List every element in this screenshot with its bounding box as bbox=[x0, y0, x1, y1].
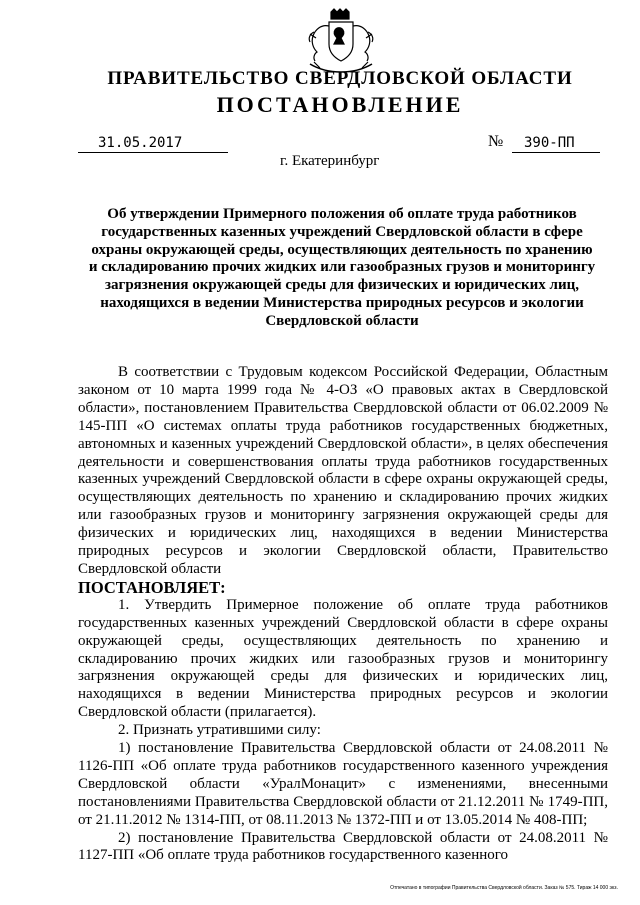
item-2-paragraph: 2. Признать утратившими силу: bbox=[118, 722, 321, 739]
government-title: ПРАВИТЕЛЬСТВО СВЕРДЛОВСКОЙ ОБЛАСТИ bbox=[107, 68, 573, 89]
number-label: № bbox=[488, 133, 504, 150]
resolve-heading: ПОСТАНОВЛЯЕТ: bbox=[78, 577, 226, 597]
document-body bbox=[78, 364, 608, 865]
print-footer-note: Отпечатано в типографии Правительства Свердловской области. Заказ № 575. Тираж 14 000 экз. bbox=[390, 885, 618, 891]
preamble-paragraph: В соответствии с Трудовым кодексом Российской Федерации, Областным законом от 10 марта 1999 года № 4-ОЗ «О правовых актах в Свердловской области», постановлением Правительства Свердловской области от 06.02.2009 № 145-ПП «О системах оплаты труда работников государственных бюджетных, автономных и казенных учреждений Свердловской области», в целях обеспечения деятельности и совершенствования оплаты труда работников государственных казенных учреждений Свердловской области в сфере охраны окружающей среды, осуществляющих деятельность по хранению и складированию прочих жидких или газообразных грузов и мониторингу загрязнения окружающей среды для физических и юридических лиц, находящихся в ведении Министерства природных ресурсов и экологии Свердловской области, Правительство Свердловской области bbox=[78, 364, 608, 577]
item-1-paragraph: 1. Утвердить Примерное положение об оплате труда работников государственных казенных учреждений Свердловской области в сфере охраны окружающей среды, осуществляющих деятельность по хранению и складированию прочих жидких или газообразных грузов и мониторингу загрязнения окружающей среды для физических и юридических лиц, находящихся в ведении Министерства природных ресурсов и экологии Свердловской области (прилагается). bbox=[78, 596, 608, 721]
coat-of-arms-emblem bbox=[302, 8, 380, 76]
city-name: г. Екатеринбург bbox=[280, 153, 380, 169]
document-heading: Об утверждении Примерного положения об оплате труда работников государственных казенных учреждений Свердловской области в сфере охраны окружающей среды, осуществляющих деятельность по хранению и складированию прочих жидких или газообразных грузов и мониторингу загрязнения окружающей среды для физических и юридических лиц, находящихся в ведении Министерства природных ресурсов и экологии Свердловской области bbox=[88, 206, 596, 329]
item-2-2-paragraph: 2) постановление Правительства Свердловской области от 24.08.2011 № 1127-ПП «Об оплате труда работников государственного казенного bbox=[78, 829, 608, 864]
document-date: 31.05.2017 bbox=[78, 134, 228, 153]
document-number: 390-ПП bbox=[512, 134, 600, 153]
item-2-1-paragraph: 1) постановление Правительства Свердловской области от 24.08.2011 № 1126-ПП «Об оплате труда работников государственного казенного учреждения Свердловской области «УралМонацит» с изменениями, внесенными постановлениями Правительства Свердловской области от 21.12.2011 № 1749-ПП, от 21.11.2012 № 1314-ПП, от 08.11.2013 № 1372-ПП и от 13.05.2014 № 408-ПП; bbox=[78, 740, 608, 828]
document-type: ПОСТАНОВЛЕНИЕ bbox=[216, 92, 464, 117]
